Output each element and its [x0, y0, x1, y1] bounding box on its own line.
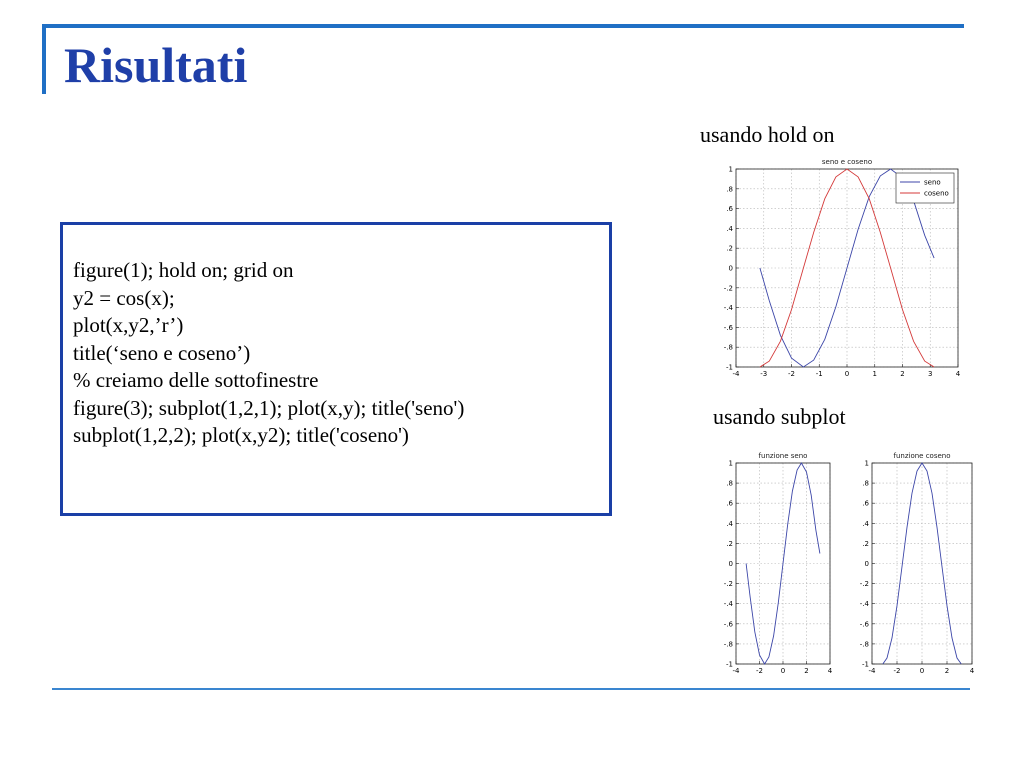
- y-tick-label: .8: [862, 479, 869, 488]
- y-tick-label: .2: [862, 539, 869, 548]
- x-tick-label: -4: [732, 667, 740, 675]
- slide-title: Risultati: [64, 37, 248, 93]
- y-tick-label: 0: [864, 560, 869, 568]
- caption-hold-on: usando hold on: [700, 122, 835, 147]
- y-tick-label: -.8: [723, 640, 733, 649]
- y-tick-label: -.8: [859, 640, 869, 649]
- y-tick-label: -.6: [723, 323, 733, 332]
- code-line: subplot(1,2,2); plot(x,y2); title('coseno'): [73, 423, 409, 447]
- y-tick-label: -.4: [723, 600, 733, 609]
- x-tick-label: 2: [944, 667, 950, 675]
- y-tick-label: -1: [726, 363, 733, 372]
- y-tick-label: 1: [864, 459, 869, 468]
- x-tick-label: -4: [732, 370, 740, 378]
- legend-label: seno: [924, 178, 941, 187]
- y-tick-label: -.6: [723, 620, 733, 629]
- chart-seno-e-coseno: [686, 155, 976, 380]
- chart-title: funzione seno: [758, 452, 808, 460]
- x-tick-label: 2: [900, 370, 905, 378]
- x-tick-label: 4: [827, 667, 833, 675]
- y-tick-label: .8: [726, 185, 733, 194]
- y-tick-label: .4: [862, 519, 869, 528]
- chart-title: funzione coseno: [893, 452, 951, 460]
- code-box: [60, 222, 612, 516]
- y-tick-label: 0: [728, 560, 733, 568]
- bottom-accent-rule: [52, 688, 970, 690]
- y-tick-label: 1: [728, 165, 733, 174]
- x-tick-label: 0: [844, 370, 850, 378]
- y-tick-label: -.2: [723, 580, 733, 589]
- y-tick-label: -.2: [859, 580, 869, 589]
- left-accent-rule: [42, 24, 46, 94]
- y-tick-label: .4: [726, 519, 733, 528]
- x-tick-label: 4: [955, 370, 961, 378]
- x-tick-label: 3: [928, 370, 933, 378]
- x-tick-label: 0: [919, 667, 925, 675]
- legend-label: coseno: [924, 189, 949, 198]
- y-tick-label: .6: [862, 499, 869, 508]
- y-tick-label: -.8: [723, 343, 733, 352]
- code-line: figure(3); subplot(1,2,1); plot(x,y); title('seno'): [73, 395, 465, 420]
- chart-funzione-seno: [702, 450, 836, 680]
- x-tick-label: -2: [893, 667, 901, 675]
- caption-subplot: usando subplot: [713, 404, 846, 429]
- x-tick-label: 4: [969, 667, 975, 675]
- x-tick-label: -2: [788, 370, 795, 378]
- x-tick-label: 0: [780, 667, 786, 675]
- code-line: figure(1); hold on; grid on: [73, 258, 294, 282]
- x-tick-label: 1: [872, 370, 877, 378]
- y-tick-label: .2: [726, 539, 733, 548]
- y-tick-label: .8: [726, 479, 733, 488]
- y-tick-label: .6: [726, 205, 733, 214]
- y-tick-label: -.4: [723, 304, 733, 313]
- y-tick-label: .6: [726, 499, 733, 508]
- y-tick-label: 0: [728, 264, 733, 273]
- x-tick-label: -2: [756, 667, 763, 675]
- chart-funzione-coseno: [838, 450, 978, 680]
- y-tick-label: -1: [862, 660, 869, 669]
- code-line: y2 = cos(x);: [73, 285, 175, 310]
- code-line: plot(x,y2,’r’): [73, 313, 184, 337]
- code-line: % creiamo delle sottofinestre: [73, 368, 319, 392]
- x-tick-label: -4: [868, 667, 876, 675]
- x-tick-label: -1: [815, 370, 823, 378]
- y-tick-label: .2: [726, 244, 733, 253]
- code-line: title(‘seno e coseno’): [73, 340, 251, 365]
- chart-title: seno e coseno: [821, 158, 873, 166]
- top-accent-rule: [42, 24, 964, 28]
- y-tick-label: 1: [728, 459, 733, 468]
- y-tick-label: -.2: [723, 284, 733, 293]
- y-tick-label: -1: [726, 660, 733, 669]
- legend-box: [896, 173, 954, 203]
- y-tick-label: -.4: [859, 600, 869, 609]
- y-tick-label: .4: [726, 224, 733, 233]
- y-tick-label: -.6: [859, 620, 869, 629]
- x-tick-label: 2: [804, 667, 809, 675]
- x-tick-label: -3: [760, 370, 768, 378]
